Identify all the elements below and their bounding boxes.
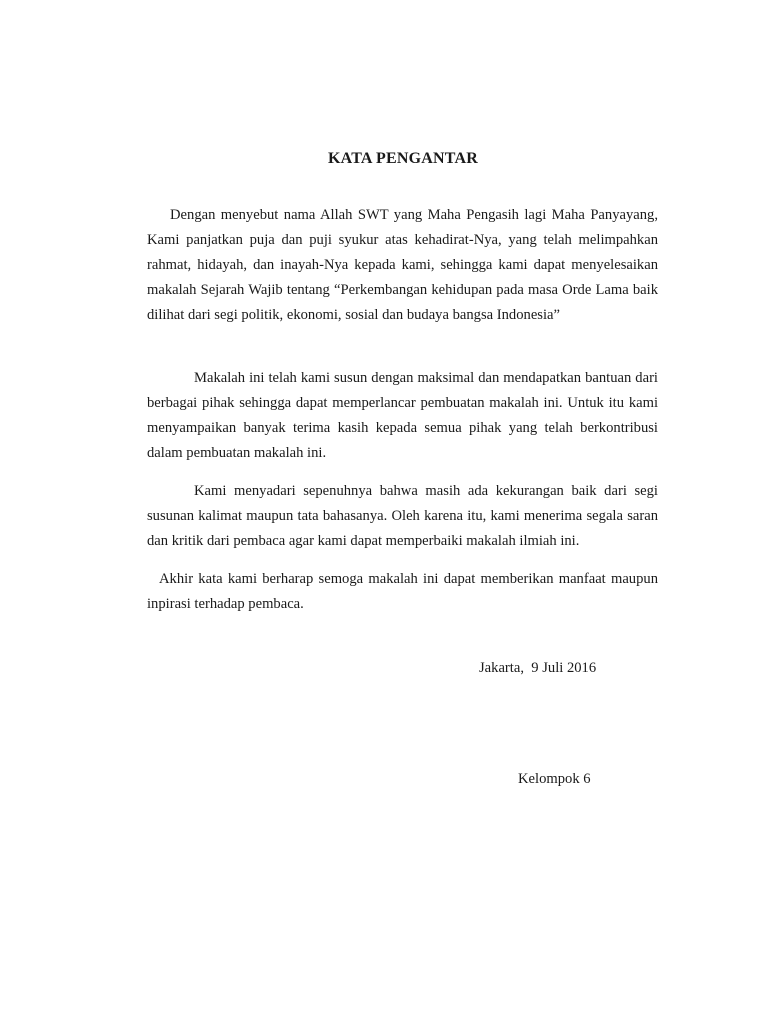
paragraph-acknowledgement: Makalah ini telah kami susun dengan maksimal dan mendapatkan bantuan dari berbagai pihak sehingga dapat memperlancar pembuatan makalah ini. Untuk itu kami menyampaikan banyak terima kasih kepada semua pihak yang telah berkontribusi dalam pembuatan makalah ini. bbox=[147, 370, 658, 461]
page-title: KATA PENGANTAR bbox=[328, 150, 478, 167]
paragraph-opening: Dengan menyebut nama Allah SWT yang Maha Pengasih lagi Maha Panyayang, Kami panjatkan puja dan puji syukur atas kehadirat-Nya, yang telah melimpahkan rahmat, hidayah, dan inayah-Nya kepada kami, sehingga kami dapat menyelesaikan makalah Sejarah Wajib tentang “Perkembangan kehidupan pada masa Orde Lama baik dilihat dari segi politik, ekonomi, sosial dan budaya bangsa Indonesia” bbox=[147, 207, 658, 323]
paragraph-shortcomings: Kami menyadari sepenuhnya bahwa masih ada kekurangan baik dari segi susunan kalimat maupun tata bahasanya. Oleh karena itu, kami menerima segala saran dan kritik dari pembaca agar kami dapat memperbaiki makalah ilmiah ini. bbox=[147, 483, 658, 549]
place-date: Jakarta, 9 Juli 2016 bbox=[479, 660, 597, 676]
paragraph-closing: Akhir kata kami berharap semoga makalah ini dapat memberikan manfaat maupun inpirasi terhadap pembaca. bbox=[147, 571, 658, 612]
signature: Kelompok 6 bbox=[518, 771, 591, 787]
